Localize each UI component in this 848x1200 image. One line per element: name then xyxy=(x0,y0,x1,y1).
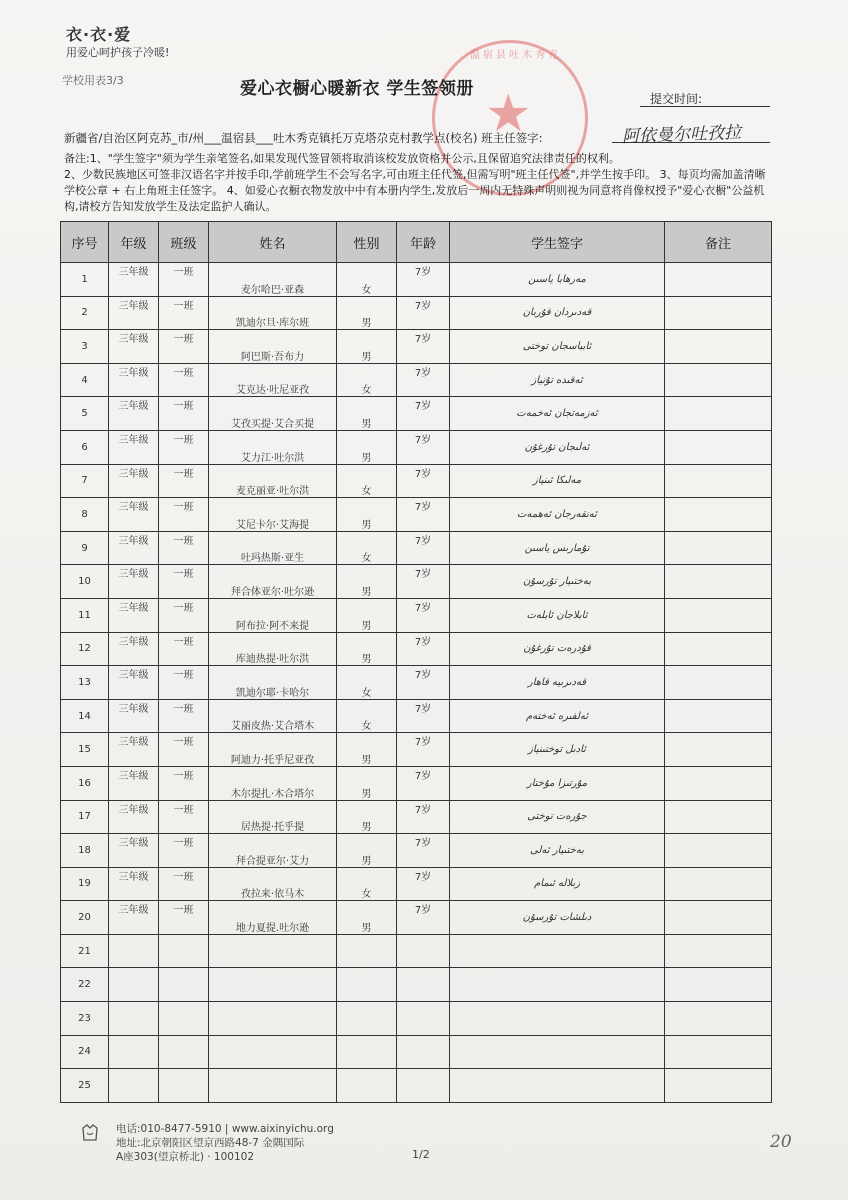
row-grade: 三年级 xyxy=(109,296,159,330)
row-signature: قۇدرەت تۇرغۇن xyxy=(450,632,665,666)
row-gender: 男 xyxy=(337,565,397,599)
row-number: 11 xyxy=(61,598,109,632)
row-age: 7岁 xyxy=(397,800,450,834)
row-number: 19 xyxy=(61,867,109,901)
row-age: 7岁 xyxy=(397,867,450,901)
row-remarks xyxy=(665,1002,772,1036)
header-class: 班级 xyxy=(159,222,209,263)
row-remarks xyxy=(665,531,772,565)
row-class: 一班 xyxy=(159,397,209,431)
row-grade xyxy=(109,968,159,1002)
row-number: 21 xyxy=(61,934,109,968)
row-name: 阿布拉·阿不来提 xyxy=(209,598,337,632)
row-grade: 三年级 xyxy=(109,901,159,935)
table-row xyxy=(61,666,772,700)
row-gender: 男 xyxy=(337,430,397,464)
row-class: 一班 xyxy=(159,498,209,532)
row-gender: 男 xyxy=(337,498,397,532)
handwritten-number: 20 xyxy=(770,1132,792,1152)
row-grade: 三年级 xyxy=(109,531,159,565)
row-remarks xyxy=(665,766,772,800)
row-class: 一班 xyxy=(159,363,209,397)
table-row xyxy=(61,901,772,935)
row-age: 7岁 xyxy=(397,363,450,397)
row-age xyxy=(397,1035,450,1069)
row-age xyxy=(397,1002,450,1036)
row-name: 凯迪尔耶·卡哈尔 xyxy=(209,666,337,700)
row-number: 8 xyxy=(61,498,109,532)
row-number: 7 xyxy=(61,464,109,498)
row-name: 凯迪尔旦·库尔班 xyxy=(209,296,337,330)
table-row xyxy=(61,263,772,297)
note-1: 备注:1、"学生签字"须为学生亲笔签名,如果发现代签冒领将取消该校发放资格并公示,且保留追究法律责任的权利。 xyxy=(64,152,620,165)
header-remarks: 备注 xyxy=(665,222,772,263)
row-age: 7岁 xyxy=(397,263,450,297)
row-remarks xyxy=(665,968,772,1002)
row-gender: 女 xyxy=(337,363,397,397)
teacher-signature-line xyxy=(612,142,770,143)
table-row xyxy=(61,1002,772,1036)
row-age: 7岁 xyxy=(397,430,450,464)
row-name: 库迪热提·吐尔洪 xyxy=(209,632,337,666)
row-class xyxy=(159,1002,209,1036)
page-title: 爱心衣橱心暖新衣 学生签领册 xyxy=(240,79,474,99)
row-remarks xyxy=(665,733,772,767)
row-number: 14 xyxy=(61,699,109,733)
row-name xyxy=(209,934,337,968)
row-class xyxy=(159,934,209,968)
row-name: 麦尔哈巴·亚森 xyxy=(209,263,337,297)
table-row xyxy=(61,565,772,599)
header-name: 姓名 xyxy=(209,222,337,263)
table-row xyxy=(61,397,772,431)
row-name: 阿迪力·托乎尼亚孜 xyxy=(209,733,337,767)
row-class: 一班 xyxy=(159,565,209,599)
row-grade: 三年级 xyxy=(109,834,159,868)
row-number: 18 xyxy=(61,834,109,868)
row-remarks xyxy=(665,565,772,599)
row-signature: مەرھابا ياسىن xyxy=(450,263,665,297)
row-name: 拜合提亚尔·艾力 xyxy=(209,834,337,868)
row-class: 一班 xyxy=(159,666,209,700)
row-gender xyxy=(337,1035,397,1069)
table-row xyxy=(61,464,772,498)
row-gender: 女 xyxy=(337,699,397,733)
row-grade xyxy=(109,1069,159,1103)
table-row xyxy=(61,800,772,834)
row-signature: بەختىيار ئەلى xyxy=(450,834,665,868)
row-number: 15 xyxy=(61,733,109,767)
row-gender: 女 xyxy=(337,263,397,297)
row-signature: دىلشات تۇرسۇن xyxy=(450,901,665,935)
row-gender: 男 xyxy=(337,834,397,868)
row-number: 5 xyxy=(61,397,109,431)
table-row xyxy=(61,498,772,532)
slogan: 用爱心呵护孩子冷暖! xyxy=(66,46,170,59)
row-remarks xyxy=(665,632,772,666)
row-grade xyxy=(109,1002,159,1036)
row-gender: 男 xyxy=(337,397,397,431)
row-grade: 三年级 xyxy=(109,397,159,431)
stamp-text: 温宿县吐木秀克 xyxy=(470,50,561,61)
row-age: 7岁 xyxy=(397,498,450,532)
wardrobe-logo-icon xyxy=(80,1124,100,1142)
row-class: 一班 xyxy=(159,733,209,767)
row-remarks xyxy=(665,430,772,464)
table-row xyxy=(61,531,772,565)
page-number: 1/2 xyxy=(412,1148,430,1161)
table-row xyxy=(61,834,772,868)
row-name: 艾丽皮热·艾合塔木 xyxy=(209,699,337,733)
row-number: 23 xyxy=(61,1002,109,1036)
table-row xyxy=(61,1069,772,1103)
row-name: 地力夏提.吐尔逊 xyxy=(209,901,337,935)
footer-phone: 电话:010-8477-5910 | www.aixinyichu.org xyxy=(116,1123,334,1135)
row-number: 17 xyxy=(61,800,109,834)
table-row xyxy=(61,363,772,397)
header-number: 序号 xyxy=(61,222,109,263)
row-gender xyxy=(337,968,397,1002)
row-remarks xyxy=(665,800,772,834)
row-class: 一班 xyxy=(159,699,209,733)
row-number: 2 xyxy=(61,296,109,330)
table-row xyxy=(61,296,772,330)
table-row xyxy=(61,598,772,632)
row-gender: 女 xyxy=(337,531,397,565)
row-age: 7岁 xyxy=(397,834,450,868)
row-grade: 三年级 xyxy=(109,867,159,901)
row-signature: مۇرتىزا مۇختار xyxy=(450,766,665,800)
row-remarks xyxy=(665,699,772,733)
submit-time-line xyxy=(640,106,770,107)
row-number: 12 xyxy=(61,632,109,666)
row-name: 艾力江·吐尔洪 xyxy=(209,430,337,464)
row-age: 7岁 xyxy=(397,733,450,767)
row-class: 一班 xyxy=(159,766,209,800)
row-gender: 男 xyxy=(337,330,397,364)
row-signature: ئەلىجان تۇرغۇن xyxy=(450,430,665,464)
row-number: 1 xyxy=(61,263,109,297)
form-id: 学校用表3/3 xyxy=(62,74,124,87)
table-row xyxy=(61,867,772,901)
row-grade: 三年级 xyxy=(109,632,159,666)
row-age: 7岁 xyxy=(397,330,450,364)
row-class: 一班 xyxy=(159,901,209,935)
table-row xyxy=(61,430,772,464)
row-remarks xyxy=(665,867,772,901)
row-remarks xyxy=(665,330,772,364)
row-signature: تۇمارىس ياسىن xyxy=(450,531,665,565)
row-grade: 三年级 xyxy=(109,766,159,800)
teacher-signature: 阿依曼尔吐孜拉 xyxy=(621,122,742,148)
row-grade: 三年级 xyxy=(109,363,159,397)
row-class: 一班 xyxy=(159,834,209,868)
row-remarks xyxy=(665,1069,772,1103)
row-signature: ئادىل توختىنياز xyxy=(450,733,665,767)
row-grade: 三年级 xyxy=(109,800,159,834)
table-row xyxy=(61,330,772,364)
table-row xyxy=(61,1035,772,1069)
row-name: 拜合体亚尔·吐尔逊 xyxy=(209,565,337,599)
row-number: 22 xyxy=(61,968,109,1002)
row-grade: 三年级 xyxy=(109,733,159,767)
row-signature: ئەقىدە تۇنياز xyxy=(450,363,665,397)
row-class xyxy=(159,1035,209,1069)
logo: 衣·衣·爱 xyxy=(66,25,132,44)
row-number: 16 xyxy=(61,766,109,800)
row-gender: 女 xyxy=(337,464,397,498)
row-name: 吐玛热斯·亚生 xyxy=(209,531,337,565)
row-number: 4 xyxy=(61,363,109,397)
row-gender: 男 xyxy=(337,632,397,666)
row-gender xyxy=(337,1069,397,1103)
row-grade: 三年级 xyxy=(109,430,159,464)
roster-table xyxy=(60,221,772,1103)
row-name: 居热提·托乎提 xyxy=(209,800,337,834)
row-class xyxy=(159,968,209,1002)
row-name: 艾尼卡尔·艾海提 xyxy=(209,498,337,532)
row-age xyxy=(397,968,450,1002)
row-age: 7岁 xyxy=(397,464,450,498)
row-signature: ئەنقەرجان ئەھمەت xyxy=(450,498,665,532)
header-signature: 学生签字 xyxy=(450,222,665,263)
row-remarks xyxy=(665,363,772,397)
row-signature: بەختىيار تۇرسۇن xyxy=(450,565,665,599)
row-grade xyxy=(109,1035,159,1069)
row-gender: 男 xyxy=(337,766,397,800)
row-class: 一班 xyxy=(159,330,209,364)
row-gender: 女 xyxy=(337,666,397,700)
row-grade xyxy=(109,934,159,968)
row-gender: 女 xyxy=(337,867,397,901)
row-gender: 男 xyxy=(337,598,397,632)
row-age: 7岁 xyxy=(397,397,450,431)
row-grade: 三年级 xyxy=(109,666,159,700)
row-remarks xyxy=(665,263,772,297)
note-2: 2、少数民族地区可签非汉语名字并按手印,学前班学生不会写名字,可由班主任代签,但需写明"班主任代签",并学生按手印。 3、每页均需加盖清晰学校公章 + 右上角班主任签字。 4、如爱心衣橱衣物发放中中有本册内学生,发放后一周内无特殊声明则视为同意将肖像权授予"爱心衣橱"公益机构,请校方告知发放学生及法定监护人确认。 xyxy=(64,168,766,213)
table-row xyxy=(61,699,772,733)
row-remarks xyxy=(665,397,772,431)
row-age: 7岁 xyxy=(397,666,450,700)
row-gender: 男 xyxy=(337,733,397,767)
row-class: 一班 xyxy=(159,263,209,297)
row-class: 一班 xyxy=(159,430,209,464)
row-number: 25 xyxy=(61,1069,109,1103)
row-signature: جۇرەت توختى xyxy=(450,800,665,834)
row-remarks xyxy=(665,464,772,498)
row-class: 一班 xyxy=(159,296,209,330)
row-age: 7岁 xyxy=(397,531,450,565)
row-name: 阿巴斯·吾布力 xyxy=(209,330,337,364)
row-grade: 三年级 xyxy=(109,598,159,632)
row-class: 一班 xyxy=(159,598,209,632)
row-remarks xyxy=(665,934,772,968)
row-age: 7岁 xyxy=(397,766,450,800)
table-row xyxy=(61,968,772,1002)
row-remarks xyxy=(665,296,772,330)
table-row xyxy=(61,934,772,968)
row-gender: 男 xyxy=(337,296,397,330)
header-gender: 性别 xyxy=(337,222,397,263)
row-name: 艾克达·吐尼亚孜 xyxy=(209,363,337,397)
row-name xyxy=(209,968,337,1002)
row-signature: قەدىرىيە قاھار xyxy=(450,666,665,700)
footer-address: 地址:北京朝阳区望京西路48-7 金隅国际 xyxy=(116,1137,305,1149)
footer-contact xyxy=(116,1122,334,1164)
row-age: 7岁 xyxy=(397,901,450,935)
row-grade: 三年级 xyxy=(109,565,159,599)
row-class xyxy=(159,1069,209,1103)
row-signature: مەلىكا ئىنياز xyxy=(450,464,665,498)
table-row xyxy=(61,733,772,767)
row-class: 一班 xyxy=(159,531,209,565)
row-remarks xyxy=(665,1035,772,1069)
row-gender: 男 xyxy=(337,800,397,834)
notes xyxy=(64,151,776,215)
row-gender: 男 xyxy=(337,901,397,935)
row-number: 20 xyxy=(61,901,109,935)
row-number: 9 xyxy=(61,531,109,565)
table-header-row xyxy=(61,222,772,263)
row-gender xyxy=(337,934,397,968)
row-signature: قەدىردان قۇربان xyxy=(450,296,665,330)
row-age xyxy=(397,934,450,968)
row-grade: 三年级 xyxy=(109,498,159,532)
row-number: 10 xyxy=(61,565,109,599)
row-grade: 三年级 xyxy=(109,263,159,297)
row-remarks xyxy=(665,901,772,935)
header-age: 年龄 xyxy=(397,222,450,263)
location-line: 新疆省/自治区阿克苏_市/州___温宿县___吐木秀克镇托万克塔尕克村教学点(校名) 班主任签字: xyxy=(64,131,543,145)
row-grade: 三年级 xyxy=(109,699,159,733)
row-name: 木尔提扎·木合塔尔 xyxy=(209,766,337,800)
row-name: 艾孜买提·艾合买提 xyxy=(209,397,337,431)
row-gender xyxy=(337,1002,397,1036)
row-grade: 三年级 xyxy=(109,330,159,364)
row-class: 一班 xyxy=(159,632,209,666)
row-age: 7岁 xyxy=(397,598,450,632)
row-remarks xyxy=(665,666,772,700)
row-number: 3 xyxy=(61,330,109,364)
row-signature: ئەزمەتجان ئەخمەت xyxy=(450,397,665,431)
header-grade: 年级 xyxy=(109,222,159,263)
row-number: 24 xyxy=(61,1035,109,1069)
row-class: 一班 xyxy=(159,800,209,834)
row-signature xyxy=(450,934,665,968)
submit-time-label: 提交时间: xyxy=(650,92,703,106)
row-number: 13 xyxy=(61,666,109,700)
row-signature xyxy=(450,1069,665,1103)
row-name: 麦克丽亚·吐尔洪 xyxy=(209,464,337,498)
row-age: 7岁 xyxy=(397,296,450,330)
row-class: 一班 xyxy=(159,867,209,901)
footer-address-2: A座303(望京桥北) · 100102 xyxy=(116,1151,255,1163)
row-number: 6 xyxy=(61,430,109,464)
row-remarks xyxy=(665,834,772,868)
table-row xyxy=(61,632,772,666)
row-age xyxy=(397,1069,450,1103)
row-signature: زىلالە ئىمام xyxy=(450,867,665,901)
row-signature xyxy=(450,1002,665,1036)
row-class: 一班 xyxy=(159,464,209,498)
row-name xyxy=(209,1035,337,1069)
row-name: 孜拉来·依马木 xyxy=(209,867,337,901)
row-remarks xyxy=(665,498,772,532)
table-body xyxy=(61,263,772,1103)
row-remarks xyxy=(665,598,772,632)
row-name xyxy=(209,1002,337,1036)
row-signature: ئەلفىرە ئەختەم xyxy=(450,699,665,733)
stamp-star-icon: ★ xyxy=(485,84,532,144)
row-age: 7岁 xyxy=(397,565,450,599)
row-name xyxy=(209,1069,337,1103)
row-signature: ئابلاجان ئابلەت xyxy=(450,598,665,632)
row-age: 7岁 xyxy=(397,699,450,733)
row-grade: 三年级 xyxy=(109,464,159,498)
row-signature xyxy=(450,1035,665,1069)
row-signature: ئابباسجان توختى xyxy=(450,330,665,364)
row-signature xyxy=(450,968,665,1002)
row-age: 7岁 xyxy=(397,632,450,666)
table-row xyxy=(61,766,772,800)
